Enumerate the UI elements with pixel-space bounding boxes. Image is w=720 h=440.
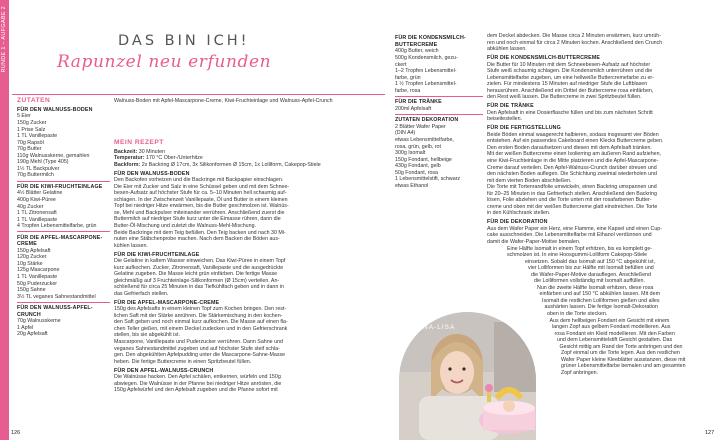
ingredient-item: 70g Buttermilch bbox=[17, 172, 54, 179]
ingredients-column-right bbox=[395, 33, 483, 189]
method-line: veganes Sahnestandmittel zugeben und auf höchster Stufe steif schla- bbox=[114, 345, 280, 352]
method-line: lösen, Folie abziehen und die Torte unten mit der rosafarbenen Butter- bbox=[487, 197, 652, 204]
ingredient-item: 200ml Apfelsaft bbox=[395, 105, 432, 112]
method-line: den Saft geben und noch einmal kurz aufkochen. Die Masse auf einen fla- bbox=[114, 319, 288, 326]
method-line: abwiegen. Die Walnüsse in der Pfanne bei niedriger Hitze anrösten, die bbox=[114, 380, 282, 387]
method-line: oben in die Torte stecken. bbox=[547, 310, 608, 317]
method-step-title: FÜR DIE DEKORATION bbox=[487, 219, 548, 226]
chapter-side-tab-label: RUNDE 1 – AUFGABE 2 bbox=[1, 6, 7, 73]
method-line: Nun die zweite Hälfte Isomalt erhitzen, diese rosa bbox=[537, 284, 654, 291]
method-line: das Gefrierfach stellen. bbox=[114, 290, 169, 297]
time-label: Temperatur: bbox=[114, 155, 145, 162]
method-line: Stufe weiß schaumig schlagen. Die Kondensmilch unterrühren und die bbox=[487, 68, 653, 75]
method-line: stellen, bis sie abgekühlt ist. bbox=[114, 332, 180, 339]
method-step-title: FÜR DEN WALNUSS-BODEN bbox=[114, 170, 190, 177]
ingredients-divider bbox=[17, 181, 110, 182]
ingredient-item: 1 ½ Tropfen Lebensmittel- bbox=[395, 81, 457, 88]
ingredient-item: 190g Mehl (Type 405) bbox=[17, 159, 69, 166]
method-line: und dem Lebensmittelstift Gesicht gestalten. Das bbox=[557, 337, 673, 344]
method-line: entstehen. Auf ein passendes Cakeboard einen Klecks Buttercreme geben. bbox=[487, 138, 664, 145]
chapter-side-tab bbox=[0, 0, 9, 440]
ingredient-item: 400g Butter, weich bbox=[395, 48, 439, 55]
recipe-intro: Walnuss-Boden mit Apfel-Mascarpone-Creme, Kiwi-Fruchteinlage und Walnuss-Apfel-Crunch bbox=[114, 98, 333, 104]
method-line: einfärben und auf 150 °C abkühlen lassen. Mit dem bbox=[539, 291, 660, 298]
method-line: vier Lolliformen bis zur Hälfte mit Isomalt befüllen und bbox=[528, 265, 654, 272]
ingredient-item: 2 Blätter Wafer Paper bbox=[395, 123, 446, 130]
ingredients-column bbox=[17, 98, 110, 338]
ingredient-item: 20g Apfelsaft bbox=[17, 331, 48, 338]
baker-photo-illustration bbox=[399, 312, 536, 440]
time-label: Backform: bbox=[114, 161, 141, 168]
method-line: eine Kiwi-Fruchteinlage in die Mitte platzieren und die Apfel-Mascarpone- bbox=[487, 158, 659, 165]
method-line: Topf bei niedriger Hitze erwärmen, bis die Butter geschmolzen ist. Walnüs- bbox=[114, 203, 289, 210]
method-line: ren und noch einmal für circa 2 Minuten kochen. Anschließend den Crunch bbox=[487, 39, 663, 46]
ingredient-item: 40g Zucker bbox=[17, 203, 44, 210]
ingredient-item: 70g Walnusskerne bbox=[17, 318, 61, 325]
method-line: Buttermilch auf niedriger Stufe kurz unter die Eimasse rühren, dann die bbox=[114, 216, 281, 223]
ingredient-item: 110g Walnusskerne, gemahlen bbox=[17, 152, 90, 159]
ingredient-item: etwas Ethanol bbox=[395, 182, 429, 189]
method-header: MEIN REZEPT bbox=[114, 139, 164, 146]
method-line: beiseitestellen. bbox=[487, 116, 523, 123]
method-column-right bbox=[487, 33, 709, 376]
method-line: für 20–25 Minuten in das Gefrierfach stellen. Anschließend den Backring bbox=[487, 190, 657, 197]
ingredient-item: rosa, grün, gelb, rot bbox=[395, 143, 441, 150]
method-line: zielen. Für mindestens 15 Minuten auf niedriger Stufe die Luftblasen bbox=[487, 81, 648, 88]
ingredient-item: 1½ TL Backpulver bbox=[17, 165, 60, 172]
method-line: Butter-Öl-Mischung und zuletzt die Walnuss-Mehl-Mischung. bbox=[114, 222, 256, 229]
method-line: heben. Die fertige Buttercreme in einen Spritzbeutel füllen. bbox=[114, 358, 252, 365]
ingredient-item: 4 Tropfen Lebensmittelfarbe, grün bbox=[17, 223, 97, 230]
method-line: abkühlen lassen. bbox=[487, 46, 527, 53]
method-line: Mit der weißen Buttercreme einen Isolierring am äußeren Rand aufziehen, bbox=[487, 151, 662, 158]
method-line: Beide Backringe mit dem Teig befüllen. Den Teig backen und nach 30 Mi- bbox=[114, 229, 286, 236]
method-line: Die Eier mit Zucker und Salz in eine Schüssel geben und mit dem Schnee- bbox=[114, 183, 290, 190]
ingredients-section-title: FÜR DIE KIWI-FRUCHTEINLAGE bbox=[17, 183, 103, 190]
page-title: DAS BIN ICH! bbox=[118, 33, 250, 49]
method-line: se, Mehl und Backpulver miteinander verrühren. Anschließend zuerst die bbox=[114, 209, 285, 216]
ingredient-item: 1 TL Vanillepaste bbox=[17, 133, 58, 140]
ingredient-item: 4½ Blätter Gelatine bbox=[17, 190, 63, 197]
method-line: langen Zopf aus gelbem Fondant modellieren. Aus bbox=[552, 324, 671, 331]
method-line: den nächsten Boden auflegen. Die Schichtung zweimal wiederholen und bbox=[487, 171, 657, 178]
method-line: schmolzen ist. In eine Hoosgummi-Lolliform Cakepop-Stiele bbox=[507, 252, 648, 259]
ingredient-item: 1 Lebensmittelstift, schwarz bbox=[395, 176, 461, 183]
ingredient-item: 1 Prise Salz bbox=[17, 126, 46, 133]
method-step-title: FÜR DIE KIWI-FRUCHTEINLAGE bbox=[114, 251, 200, 258]
method-line: Beide Böden einmal waagerecht halbieren, sodass insgesamt vier Böden bbox=[487, 131, 659, 138]
method-line: Aus dem Wafer Paper ein Herz, eine Flamme, eine Kapsel und einen Cup- bbox=[487, 225, 662, 232]
ingredients-divider bbox=[395, 96, 483, 97]
time-value: 30 Minuten bbox=[138, 148, 165, 155]
ingredients-section-title: FÜR DIE APFEL-MASCARPONE-CREME bbox=[17, 234, 103, 248]
method-line: die Wafer-Paper-Motive darauflegen. Anschließend bbox=[531, 271, 651, 278]
method-line: Gesicht mittig am Rand der Torte anbringen und den bbox=[559, 343, 683, 350]
method-line: damit die Wafer-Paper-Motive bemalen. bbox=[487, 238, 581, 245]
ingredient-item: etwas Lebensmittelfarbe, bbox=[395, 137, 454, 144]
ingredient-item: farbe, grün bbox=[395, 74, 421, 81]
method-line: Wafer Paper kleine Kleeblätter ausstanzen, diese mit bbox=[561, 356, 686, 363]
method-line: dem Deckel abdecken. Die Masse circa 2 Minuten erwärmen, kurz umrüh- bbox=[487, 33, 661, 39]
ingredient-item: 430g Fondant, gelb bbox=[395, 163, 441, 170]
method-line: nuten eine Stäbchenprobe machen. Nach dem Backen die Böden aus- bbox=[114, 236, 280, 243]
time-row bbox=[114, 162, 384, 169]
method-line: herausrühren. Anschließend ein Drittel der Buttercreme rosa einfärben, bbox=[487, 87, 654, 94]
ingredient-item: 500g Kondensmilch, gezu- bbox=[395, 55, 458, 62]
time-value: 2x Backring Ø 17cm, 3x Silikonformen Ø 15cm, 1x Lolliform, Cakepop-Stiele bbox=[141, 161, 321, 168]
method-line: Die Walnüsse hacken. Den Apfel schälen, entkernen, würfeln und 150g bbox=[114, 374, 281, 381]
method-line: aushärten lassen. Die fertige Isomalt-Dekoration bbox=[544, 304, 658, 311]
method-line: Gelatine zugeben. Die Masse leicht grün einfärben. Die fertige Masse bbox=[114, 271, 278, 278]
method-line: Zopf einmal um die Torte legen. Aus den restlichen bbox=[561, 350, 680, 357]
ingredient-item: 400g Kiwi-Püree bbox=[17, 197, 56, 204]
ingredients-section-title: FÜR DEN WALNUSS-BODEN bbox=[17, 106, 93, 113]
ingredients-section-title: FÜR DIE KONDENSMILCH-BUTTERCREME bbox=[395, 35, 466, 48]
photo-label: ANNA-LISA bbox=[412, 324, 456, 331]
ingredient-item: ckert bbox=[395, 61, 407, 68]
method-line: Zopf anbringen. bbox=[561, 369, 599, 376]
ingredient-item: 1 TL Vanillepaste bbox=[17, 274, 58, 281]
method-line: Den Backofen vorheizen und die Backringe mit Backpapier einschlagen. bbox=[114, 177, 284, 184]
method-line: Die Gelatine in kaltem Wasser einweichen. Das Kiwi-Püree in einem Topf bbox=[114, 258, 286, 265]
method-line: den Rest weiß lassen. Die Buttercreme in zwei Spritzbeutel füllen. bbox=[487, 94, 642, 101]
method-line: schlagen. In der Zwischenzeit Vanillepaste, Öl und Butter in einem kleinen bbox=[114, 196, 288, 203]
page-number-right: 127 bbox=[705, 430, 715, 436]
ingredient-item: 70g Butter bbox=[17, 146, 42, 153]
page-subtitle: Rapunzel neu erfunden bbox=[57, 52, 272, 72]
time-label: Backzeit: bbox=[114, 148, 138, 155]
ingredients-section-title: FÜR DEN WALNUSS-APFEL-CRUNCH bbox=[17, 305, 93, 318]
method-line: cake ausschneiden. Die Lebensmittelfarbe mit Ethanol verdünnen und bbox=[487, 232, 652, 239]
method-line: Aus dem hellbeigen Fondant ein Gesicht mit einem bbox=[549, 317, 670, 324]
ingredient-item: 150g Zucker bbox=[17, 120, 47, 127]
ingredient-item: 5 Eier bbox=[17, 113, 31, 120]
method-line: in den Kühlschrank stellen. bbox=[487, 210, 551, 217]
ingredient-item: 1 Apfel bbox=[17, 324, 34, 331]
method-step-title: FÜR DIE TRÄNKE bbox=[487, 103, 534, 110]
title-divider bbox=[12, 94, 385, 95]
method-line: Den ersten Boden daraufsetzen und diesen mit dem Apfelsaft tränken. bbox=[487, 144, 652, 151]
method-line: Den Apfelsaft in eine Dosierflasche füllen und bis zum nächsten Schritt bbox=[487, 109, 653, 116]
method-line: Die Torte mit Tortenrandfolie umwickeln, einen Backring umspannen und bbox=[487, 184, 657, 191]
method-line: die Lolliformen vollständig mit Isomalt auffüllen. bbox=[534, 278, 645, 285]
ingredient-item: 1 TL Zitronensaft bbox=[17, 210, 57, 217]
ingredient-item: 125g Mascarpone bbox=[17, 267, 60, 274]
ingredients-header: ZUTATEN bbox=[17, 97, 51, 104]
method-line: kühlen lassen. bbox=[114, 242, 148, 249]
ingredient-item: (DIN A4) bbox=[395, 130, 416, 137]
method-step-title: FÜR DIE FERTIGSTELLUNG bbox=[487, 125, 561, 132]
method-line: einsetzen. Sobald das Isomalt auf 150 °C abgekühlt ist, bbox=[525, 258, 655, 265]
baker-photo bbox=[399, 312, 536, 440]
method-line: lichen Saft mit der Stärke anrühren. Die Stärkemischung in den kochen- bbox=[114, 312, 283, 319]
method-line: gen. Den abgekühlten Apfelpudding unter die Mascarpone-Sahne-Masse bbox=[114, 352, 286, 359]
ingredient-item: farbe, rosa bbox=[395, 87, 421, 94]
time-value: 170 °C Ober-/Unterhitze bbox=[146, 155, 203, 162]
method-line: schließend für circa 25 Minuten in das Tiefkühlfach geben und in dann in bbox=[114, 284, 284, 291]
ingredient-item: 1–2 Tropfen Lebensmittel- bbox=[395, 68, 457, 75]
ingredients-section-title: ZUTATEN DEKORATION bbox=[395, 117, 459, 124]
method-line: besen-Aufsatz auf höchster Stufe für ca. 5–10 Minuten hell schaumig auf- bbox=[114, 190, 287, 197]
method-line: mit dem vierten Boden abschließen. bbox=[487, 177, 572, 184]
ingredients-section-title: FÜR DIE TRÄNKE bbox=[395, 99, 442, 106]
ingredient-item: 150g Apfelsaft bbox=[17, 247, 51, 254]
method-line: rosa Fondant ein Kleid modellieren. Mit den Farben bbox=[554, 330, 675, 337]
method-line: Creme darauf verteilen. Den Apfel-Walnuss-Crunch darüber streuen und bbox=[487, 164, 657, 171]
method-line: 150g des Apfelsafts in einem kleinen Topf zum Kochen bringen. Den rest- bbox=[114, 306, 287, 313]
method-line: Lebensmittelfarbe zugeben, um eine hellweiße Buttercremefarbe zu er- bbox=[487, 74, 654, 81]
ingredient-item: 3½ TL veganes Sahnestandmittel bbox=[17, 293, 96, 300]
method-line: grüner Lebensmittelfarbe bemalen und am gesamten bbox=[561, 363, 686, 370]
ingredient-item: 150g Fondant, hellbeige bbox=[395, 156, 452, 163]
method-line: Isomalt die restlichen Lolliformen gießen und alles bbox=[542, 297, 660, 304]
ingredient-item: 50g Fondant, rosa bbox=[395, 169, 438, 176]
method-line: Mascarpone, Vanillepaste und Puderzucker verrühren. Dann Sahne und bbox=[114, 339, 283, 346]
ingredient-item: 1 TL Vanillepaste bbox=[17, 216, 58, 223]
method-line: creme und oben mit der weißen Buttercreme glatt einstreichen. Die Torte bbox=[487, 203, 658, 210]
ingredient-item: 70g Rapsöl bbox=[17, 139, 44, 146]
method-step-title: FÜR DIE KONDENSMILCH-BUTTERCREME bbox=[487, 55, 601, 62]
method-line: kurz aufkochen. Zucker, Zitronensaft, Vanillepaste und die ausgedrückte bbox=[114, 264, 284, 271]
method-line: 150g Apfelwürfel und den Apfelsaft zugeben und die Pfanne sofort mit bbox=[114, 387, 278, 394]
method-line: gleichmäßig auf 3 Fruchteinlage-Silikonformen (Ø 15cm) verteilen. An- bbox=[114, 277, 280, 284]
method-step-title: FÜR DIE APFEL-MASCARPONE-CREME bbox=[114, 299, 220, 306]
ingredients-divider bbox=[17, 231, 110, 232]
ingredients-divider bbox=[395, 114, 483, 115]
method-line: chen Teller gießen, mit einem Deckel zudecken und in den Gefrierschrank bbox=[114, 325, 288, 332]
method-column bbox=[114, 140, 384, 394]
ingredient-item: 300g Isomalt bbox=[395, 150, 426, 157]
method-step-title: FÜR DEN APFEL-WALNUSS-CRUNCH bbox=[114, 367, 214, 374]
method-line: Die Butter für 10 Minuten mit dem Schneebesen-Aufsatz auf höchster bbox=[487, 61, 651, 68]
ingredient-item: 10g Stärke bbox=[17, 260, 43, 267]
page-number-left: 126 bbox=[11, 430, 21, 436]
ingredient-item: 150g Sahne bbox=[17, 287, 46, 294]
ingredient-item: 120g Zucker bbox=[17, 254, 47, 261]
ingredients-divider bbox=[17, 302, 110, 303]
method-line: Eine Hälfte Isomalt in einem Topf erhitzen, bis es komplett ge- bbox=[507, 245, 653, 252]
ingredient-item: 50g Puderzucker bbox=[17, 280, 58, 287]
